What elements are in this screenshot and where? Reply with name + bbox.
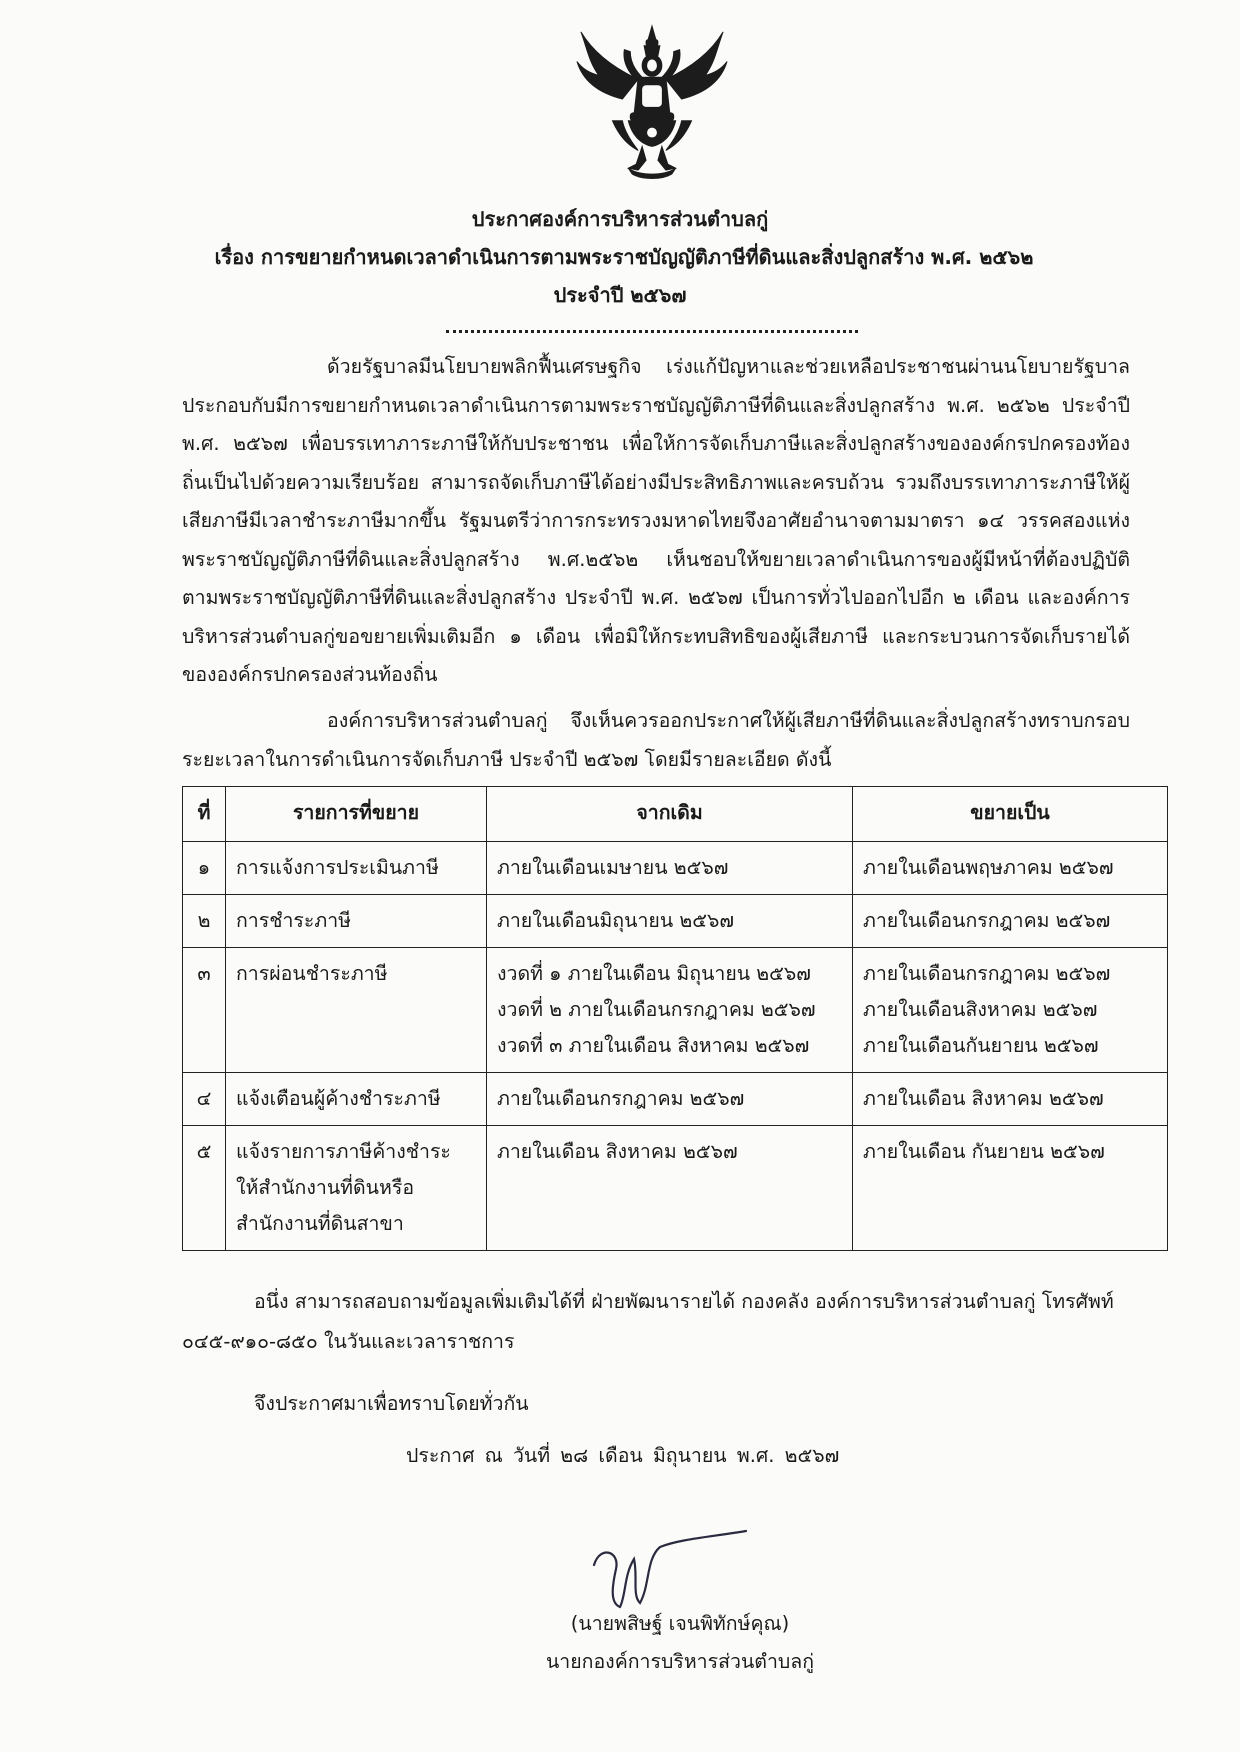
row-to-line: ภายในเดือนกรกฎาคม ๒๕๖๗ [863,962,1111,985]
table-row [183,1073,1168,1126]
row-item-line: แจ้งรายการภาษีค้างชำระ [236,1140,451,1163]
contact-paragraph: อนึ่ง สามารถสอบถามข้อมูลเพิ่มเติมได้ที่ ฝ่ายพัฒนารายได้ กองคลัง องค์การบริหารส่วนตำบลกู่ โทรศัพท์ ๐๔๕-๙๑๐-๘๕๐ ในวันและเวลาราชการ [182,1290,1114,1353]
row-to-line: ภายในเดือน สิงหาคม ๒๕๖๗ [863,1087,1104,1110]
header-item: รายการที่ขยาย [226,787,487,842]
row-to-line: ภายในเดือนกรกฎาคม ๒๕๖๗ [863,909,1111,932]
row-item-line: ให้สำนักงานที่ดินหรือ [236,1176,415,1199]
header-to: ขยายเป็น [853,787,1168,842]
row-from [487,895,853,948]
row-to-line: ภายในเดือนกันยายน ๒๕๖๗ [863,1034,1099,1057]
row-no: ๑ [183,842,226,895]
table-row [183,1126,1168,1251]
row-to [853,1073,1168,1126]
table-row [183,895,1168,948]
row-to-line: ภายในเดือน กันยายน ๒๕๖๗ [863,1140,1105,1163]
row-from [487,842,853,895]
row-to-line: ภายในเดือนพฤษภาคม ๒๕๖๗ [863,856,1114,879]
row-item-line: สำนักงานที่ดินสาขา [236,1212,404,1235]
garuda-emblem-icon [573,22,731,180]
schedule-table [182,786,1168,1251]
signer-name: (นายพสิษฐ์ เจนพิทักษ์คุณ) [570,1612,790,1635]
row-from-line: ภายในเดือนเมษายน ๒๕๖๗ [497,856,729,879]
body-paragraph-2: องค์การบริหารส่วนตำบลกู่ จึงเห็นควรออกประกาศให้ผู้เสียภาษีที่ดินและสิ่งปลูกสร้างทราบกรอบระยะเวลาในการดำเนินการจัดเก็บภาษี ประจำปี ๒๕๖๗ โดยมีรายละเอียด ดังนี้ [182,709,1130,771]
table-header-row [183,787,1168,842]
announcement-year: ประจำปี ๒๕๖๗ [553,283,687,307]
row-to [853,1126,1168,1251]
row-item [226,1126,487,1251]
row-to [853,948,1168,1073]
signer-position: นายกองค์การบริหารส่วนตำบลกู่ [545,1650,815,1673]
row-from-line: ภายในเดือนกรกฎาคม ๒๕๖๗ [497,1087,745,1110]
handwritten-signature [580,1525,750,1615]
row-to [853,895,1168,948]
header-from: จากเดิม [487,787,853,842]
row-no: ๔ [183,1073,226,1126]
row-from [487,1073,853,1126]
announcement-title: ประกาศองค์การบริหารส่วนตำบลกู่ [471,207,769,231]
row-item [226,842,487,895]
body-paragraph-1: ด้วยรัฐบาลมีนโยบายพลิกฟื้นเศรษฐกิจ เร่งแก้ปัญหาและช่วยเหลือประชาชนผ่านนโยบายรัฐบาล ประกอบกับมีการขยายกำหนดเวลาดำเนินการตามพระราชบัญญัติภาษีที่ดินและสิ่งปลูกสร้าง พ.ศ. ๒๕๖๒ ประจำปี พ.ศ. ๒๕๖๗ เพื่อบรรเทาภาระภาษีให้กับประชาชน เพื่อให้การจัดเก็บภาษีและสิ่งปลูกสร้างขององค์กรปกครองท้องถิ่นเป็นไปด้วยความเรียบร้อย สามารถจัดเก็บภาษีได้อย่างมีประสิทธิภาพและครบถ้วน รวมถึงบรรเทาภาระภาษีให้ผู้เสียภาษีมีเวลาชำระภาษีมากขึ้น รัฐมนตรีว่าการกระทรวงมหาดไทยจึงอาศัยอำนาจตามมาตรา ๑๔ วรรคสองแห่งพระราชบัญญัติภาษีที่ดินและสิ่งปลูกสร้าง พ.ศ.๒๕๖๒ เห็นชอบให้ขยายเวลาดำเนินการของผู้มีหน้าที่ต้องปฏิบัติตามพระราชบัญญัติภาษีที่ดินและสิ่งปลูกสร้าง ประจำปี พ.ศ. ๒๕๖๗ เป็นการทั่วไปออกไปอีก ๒ เดือน และองค์การบริหารส่วนตำบลกู่ขอขยายเพิ่มเติมอีก ๑ เดือน เพื่อมิให้กระทบสิทธิของผู้เสียภาษี และกระบวนการจัดเก็บรายได้ขององค์กรปกครองส่วนท้องถิ่น [182,355,1130,686]
row-from-line: งวดที่ ๓ ภายในเดือน สิงหาคม ๒๕๖๗ [497,1034,810,1057]
row-to-line: ภายในเดือนสิงหาคม ๒๕๖๗ [863,998,1098,1021]
separator-line [446,330,858,333]
row-no: ๓ [183,948,226,1073]
row-item [226,895,487,948]
row-to [853,842,1168,895]
row-from-line: ภายในเดือนมิถุนายน ๒๕๖๗ [497,909,734,932]
row-item [226,1073,487,1126]
row-item-line: การแจ้งการประเมินภาษี [236,856,439,879]
row-item-line: การผ่อนชำระภาษี [236,962,388,985]
header-no: ที่ [183,787,226,842]
row-from-line: งวดที่ ๑ ภายในเดือน มิถุนายน ๒๕๖๗ [497,962,811,985]
row-item-line: แจ้งเตือนผู้ค้างชำระภาษี [236,1087,441,1110]
announcement-date: ประกาศ ณ วันที่ ๒๘ เดือน มิถุนายน พ.ศ. ๒๕๖๗ [406,1444,840,1467]
table-row [183,842,1168,895]
row-item [226,948,487,1073]
closing-line: จึงประกาศมาเพื่อทราบโดยทั่วกัน [254,1392,529,1415]
row-item-line: การชำระภาษี [236,909,352,932]
announcement-subject: เรื่อง การขยายกำหนดเวลาดำเนินการตามพระราชบัญญัติภาษีที่ดินและสิ่งปลูกสร้าง พ.ศ. ๒๕๖๒ [214,245,1034,269]
row-from [487,1126,853,1251]
row-from [487,948,853,1073]
row-no: ๕ [183,1126,226,1251]
row-from-line: งวดที่ ๒ ภายในเดือนกรกฎาคม ๒๕๖๗ [497,998,816,1021]
announcement-header [0,200,1240,314]
row-no: ๒ [183,895,226,948]
table-row [183,948,1168,1073]
row-from-line: ภายในเดือน สิงหาคม ๒๕๖๗ [497,1140,738,1163]
